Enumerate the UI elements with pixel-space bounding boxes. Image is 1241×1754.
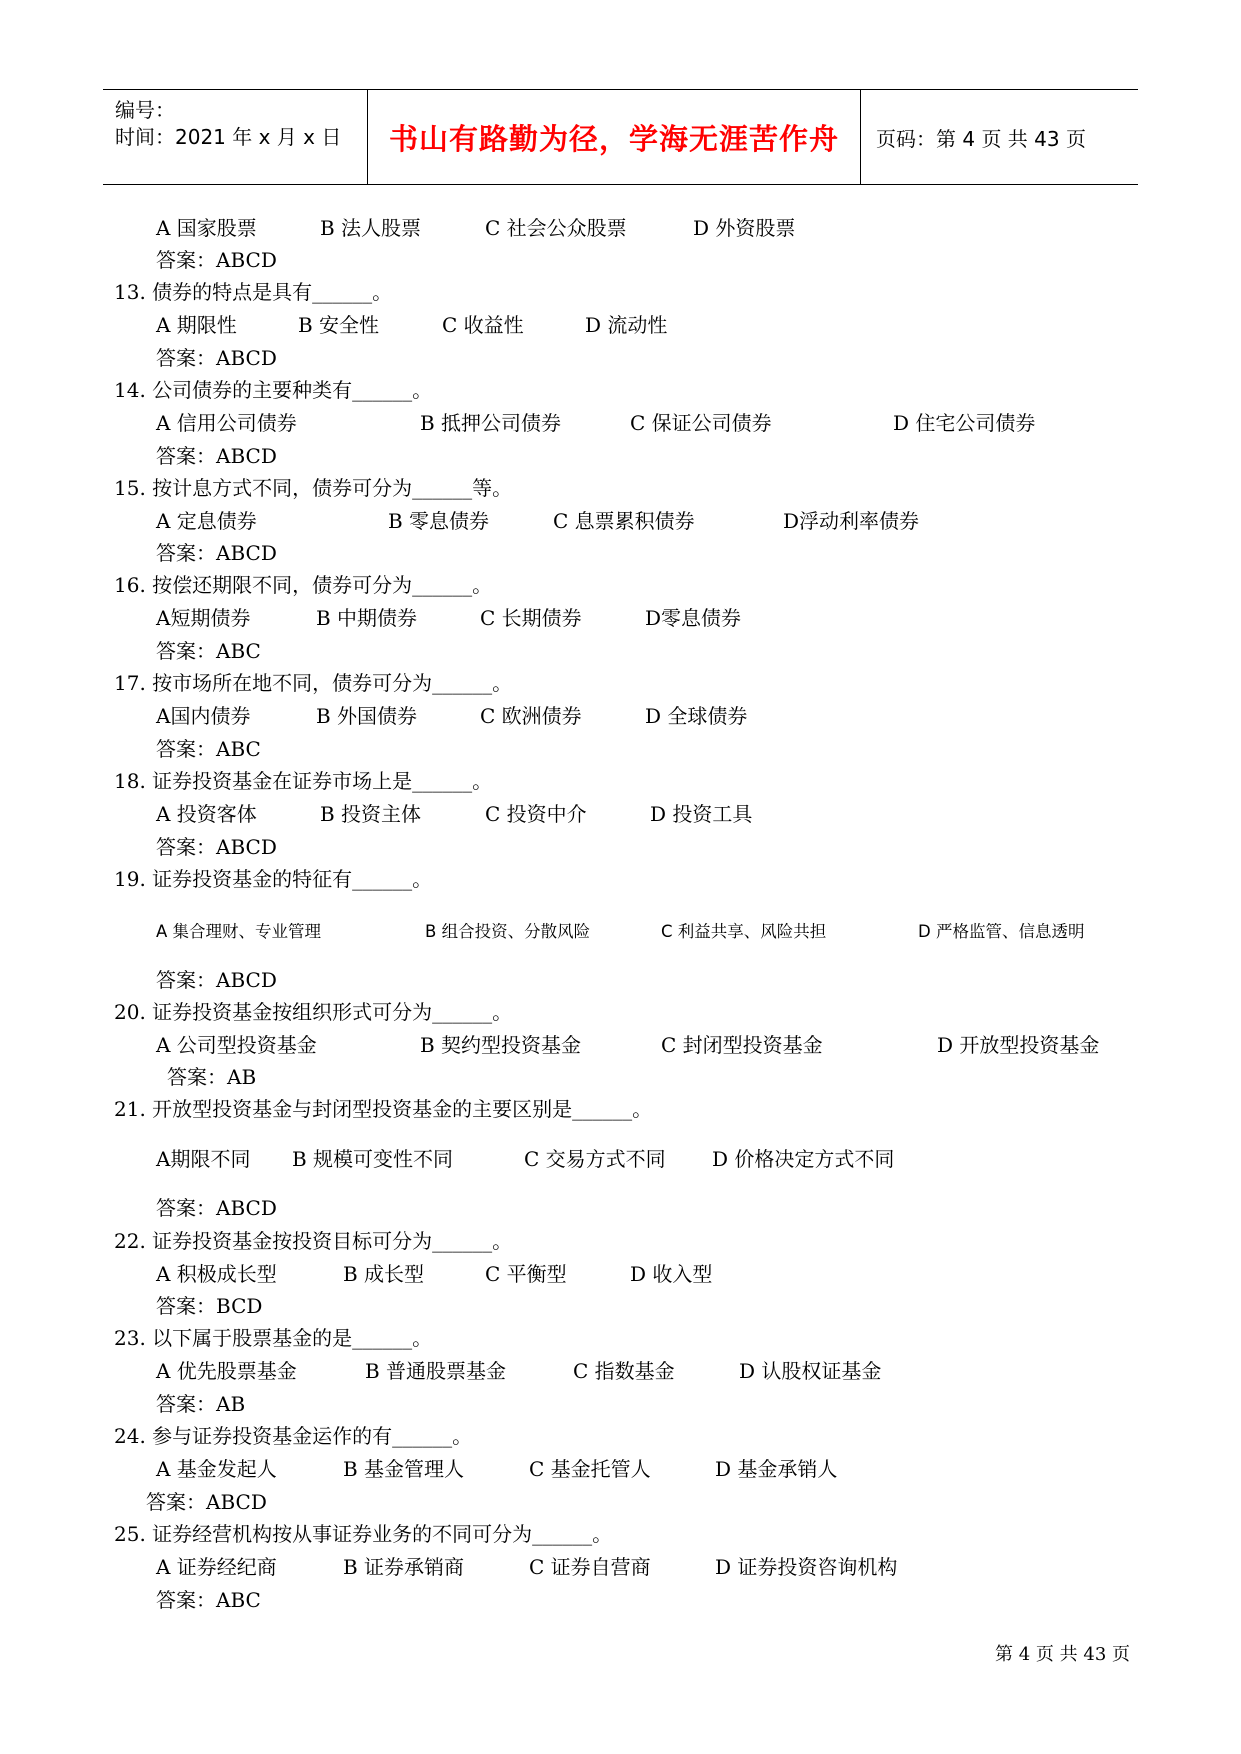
option-text: B 外国债券 [316, 704, 418, 728]
question-text: 25. 证券经营机构按从事证券业务的不同可分为______。 [114, 1522, 613, 1546]
option-text: D浮动利率债券 [783, 509, 920, 533]
question-text: 21. 开放型投资基金与封闭型投资基金的主要区别是______。 [114, 1097, 653, 1121]
question-text: 16. 按偿还期限不同，债券可分为______。 [114, 573, 493, 597]
option-text: B 组合投资、分散风险 [425, 922, 591, 941]
option-text: C 利益共享、风险共担 [661, 922, 827, 941]
header-center-cell [367, 90, 861, 184]
page-header [103, 89, 1138, 185]
option-text: D 认股权证基金 [739, 1359, 882, 1383]
option-text: A 公司型投资基金 [156, 1033, 317, 1057]
answer-text: 答案：ABCD [156, 1196, 277, 1220]
option-text: C 社会公众股票 [485, 216, 627, 240]
option-text: A 基金发起人 [156, 1457, 277, 1481]
option-text: D 基金承销人 [715, 1457, 838, 1481]
answer-text: 答案：BCD [156, 1294, 263, 1318]
option-text: A短期债券 [156, 606, 251, 630]
answer-text: 答案：ABCD [156, 346, 277, 370]
option-text: B 抵押公司债券 [420, 411, 562, 435]
number-label: 编号： [115, 98, 175, 122]
motto: 书山有路勤为径，学海无涯苦作舟 [388, 122, 839, 156]
answer-text: 答案：ABCD [156, 968, 277, 992]
answer-text: 答案：ABC [156, 737, 261, 761]
option-text: C 保证公司债券 [630, 411, 772, 435]
answer-text: 答案：ABCD [156, 835, 277, 859]
option-text: A 优先股票基金 [156, 1359, 297, 1383]
option-text: D 严格监管、信息透明 [918, 922, 1085, 941]
option-text: C 欧洲债券 [480, 704, 582, 728]
option-text: D 价格决定方式不同 [712, 1147, 895, 1171]
answer-text: 答案：ABCD [156, 444, 277, 468]
option-text: A 国家股票 [156, 216, 257, 240]
header-left-cell [103, 90, 367, 184]
answer-text: 答案：ABC [156, 639, 261, 663]
question-text: 13. 债券的特点是具有______。 [114, 280, 393, 304]
header-right-cell [860, 90, 1138, 184]
option-text: B 普通股票基金 [365, 1359, 507, 1383]
page-info: 页码：第 4 页 共 43 页 [876, 127, 1086, 151]
page-footer: 第 4 页 共 43 页 [995, 1644, 1130, 1665]
option-text: A 投资客体 [156, 802, 257, 826]
option-text: C 投资中介 [485, 802, 587, 826]
option-text: C 平衡型 [485, 1262, 567, 1286]
option-text: A国内债券 [156, 704, 251, 728]
question-text: 15. 按计息方式不同，债券可分为______等。 [114, 476, 513, 500]
option-text: C 息票累积债券 [553, 509, 695, 533]
option-text: B 规模可变性不同 [292, 1147, 454, 1171]
option-text: B 成长型 [343, 1262, 425, 1286]
option-text: D 流动性 [585, 313, 668, 337]
option-text: B 零息债券 [388, 509, 490, 533]
option-text: B 投资主体 [320, 802, 422, 826]
option-text: A期限不同 [156, 1147, 251, 1171]
answer-text: 答案：ABCD [156, 248, 277, 272]
option-text: B 法人股票 [320, 216, 422, 240]
option-text: C 指数基金 [573, 1359, 675, 1383]
option-text: C 证券自营商 [529, 1555, 651, 1579]
time-label: 时间：2021 年 x 月 x 日 [115, 125, 342, 149]
question-text: 20. 证券投资基金按组织形式可分为______。 [114, 1000, 513, 1024]
option-text: D零息债券 [645, 606, 742, 630]
option-text: C 基金托管人 [529, 1457, 651, 1481]
option-text: D 证券投资咨询机构 [715, 1555, 898, 1579]
option-text: A 定息债券 [156, 509, 257, 533]
option-text: C 长期债券 [480, 606, 582, 630]
option-text: A 积极成长型 [156, 1262, 277, 1286]
answer-text: 答案：ABC [156, 1588, 261, 1612]
question-text: 17. 按市场所在地不同，债券可分为______。 [114, 671, 513, 695]
option-text: C 封闭型投资基金 [661, 1033, 823, 1057]
option-text: D 收入型 [630, 1262, 713, 1286]
option-text: B 安全性 [298, 313, 380, 337]
option-text: A 信用公司债券 [156, 411, 297, 435]
option-text: D 住宅公司债券 [893, 411, 1036, 435]
option-text: D 外资股票 [693, 216, 796, 240]
option-text: B 证券承销商 [343, 1555, 465, 1579]
question-text: 23. 以下属于股票基金的是______。 [114, 1326, 433, 1350]
answer-text: 答案：ABCD [156, 541, 277, 565]
option-text: A 证券经纪商 [156, 1555, 277, 1579]
option-text: D 全球债券 [645, 704, 748, 728]
answer-text: 答案：AB [156, 1392, 246, 1416]
option-text: A 集合理财、专业管理 [156, 922, 322, 941]
option-text: B 契约型投资基金 [420, 1033, 582, 1057]
option-text: B 中期债券 [316, 606, 418, 630]
option-text: A 期限性 [156, 313, 237, 337]
question-text: 19. 证券投资基金的特征有______。 [114, 867, 433, 891]
option-text: B 基金管理人 [343, 1457, 465, 1481]
option-text: C 交易方式不同 [524, 1147, 666, 1171]
option-text: D 投资工具 [650, 802, 753, 826]
answer-text: 答案：AB [167, 1065, 257, 1089]
question-text: 24. 参与证券投资基金运作的有______。 [114, 1424, 473, 1448]
answer-text: 答案：ABCD [146, 1490, 267, 1514]
question-text: 14. 公司债券的主要种类有______。 [114, 378, 433, 402]
option-text: C 收益性 [442, 313, 524, 337]
question-text: 18. 证券投资基金在证券市场上是______。 [114, 769, 493, 793]
question-text: 22. 证券投资基金按投资目标可分为______。 [114, 1229, 513, 1253]
option-text: D 开放型投资基金 [937, 1033, 1100, 1057]
